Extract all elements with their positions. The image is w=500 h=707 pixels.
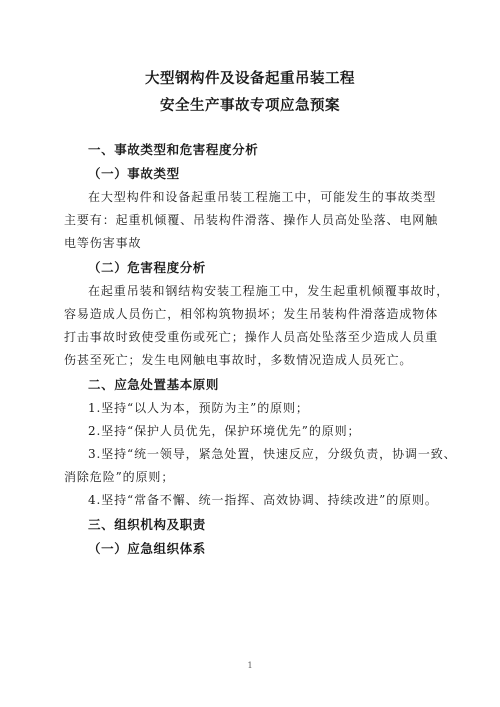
list-item: 2.坚持“保护人员优先，保护环境优先”的原则；	[88, 424, 361, 438]
list-item: 3.坚持“统一领导，紧急处置，快速反应，分级负责，协调一致、	[88, 447, 457, 461]
section-heading-3: 三、组织机构及职责	[88, 517, 206, 532]
list-item-continuation: 消除危险”的原则；	[64, 470, 175, 484]
list-item: 4.坚持“常备不懈、统一指挥、高效协调、持续改进”的原则。	[88, 493, 438, 507]
document-title-line-2: 安全生产事故专项应急预案	[160, 97, 340, 114]
page-number: 1	[247, 661, 253, 670]
paragraph-line: 电等伤害事故	[64, 236, 142, 250]
section-heading-1: 一、事故类型和危害程度分析	[88, 142, 259, 157]
paragraph-line: 主要有：起重机倾覆、吊装构件滑落、操作人员高处坠落、电网触	[64, 213, 439, 227]
paragraph-line: 在起重吊装和钢结构安装工程施工中，发生起重机倾覆事故时，	[88, 284, 450, 298]
paragraph-line: 在大型构件和设备起重吊装工程施工中，可能发生的事故类型	[88, 190, 437, 204]
subsection-heading-accident-types: （一）事故类型	[88, 166, 180, 181]
document-title-line-1: 大型钢构件及设备起重吊装工程	[145, 70, 355, 87]
paragraph-line: 打击事故时致使受重伤或死亡；操作人员高处坠落至少造成人员重	[64, 330, 439, 344]
subsection-heading-hazard-analysis: （二）危害程度分析	[88, 260, 206, 275]
list-item: 1.坚持“以人为本，预防为主”的原则；	[88, 401, 309, 415]
paragraph-line: 伤甚至死亡；发生电网触电事故时，多数情况造成人员死亡。	[64, 353, 413, 367]
subsection-heading-emergency-organization: （一）应急组织体系	[88, 541, 206, 556]
paragraph-line: 容易造成人员伤亡，相邻构筑物损坏；发生吊装构件滑落造成物体	[64, 307, 439, 321]
section-heading-2: 二、应急处置基本原则	[88, 377, 220, 392]
